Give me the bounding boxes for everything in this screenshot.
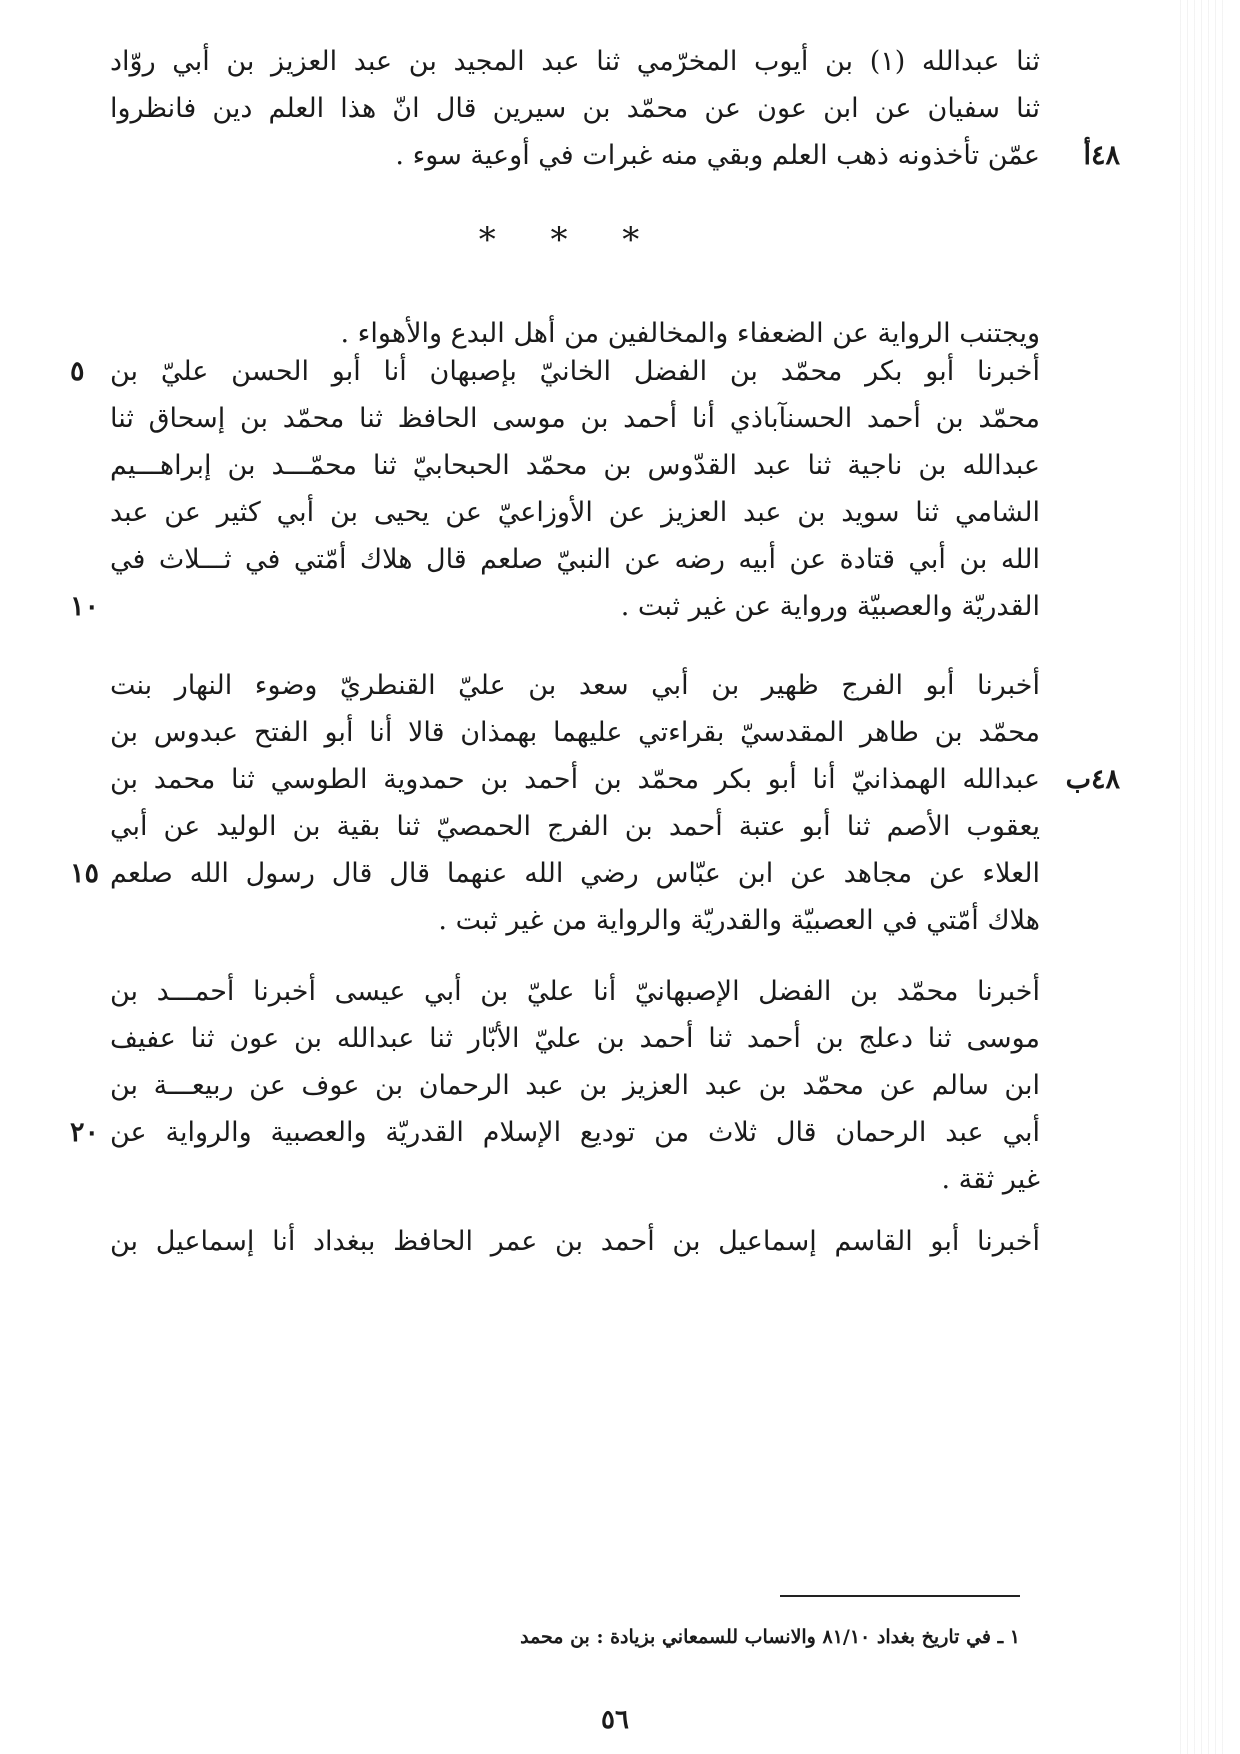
text-line: عبدالله بن ناجية ثنا عبد القدّوس بن محمّد الحبحابيّ ثنا محمّـــد بن إبراهـــيم [110, 450, 1040, 481]
text-line: الشامي ثنا سويد بن عبد العزيز عن الأوزاعيّ عن يحيى بن أبي كثير عن عبد [110, 497, 1040, 528]
text-line: العلاء عن مجاهد عن ابن عبّاس رضي الله عنهما قال قال رسول الله صلعم [110, 858, 1040, 889]
text-line: عبدالله الهمذانيّ أنا أبو بكر محمّد بن أحمد بن حمدوية الطوسي ثنا محمد بن [110, 764, 1040, 795]
text-line: ثنا عبدالله (١) بن أيوب المخرّمي ثنا عبد المجيد بن عبد العزيز بن أبي روّاد [110, 46, 1040, 77]
intro-paragraph [110, 38, 1040, 179]
hadith-paragraph-3 [110, 968, 1040, 1203]
text-line: محمّد بن طاهر المقدسيّ بقراءتي عليهما بهمذان قالا أنا أبو الفتح عبدوس بن [110, 717, 1040, 748]
text-line: أخبرنا محمّد بن الفضل الإصبهانيّ أنا عليّ بن أبي عيسى أخبرنا أحمـــد بن [110, 976, 1040, 1007]
text-line: هلاك أمّتي في العصبيّة والقدريّة والرواية من غير ثبت . [438, 905, 1040, 936]
line-number: ١٥ [70, 858, 100, 889]
text-line: ثنا سفيان عن ابن عون عن محمّد بن سيرين قال انّ هذا العلم دين فانظروا [110, 93, 1040, 124]
text-line: أخبرنا أبو الفرج ظهير بن أبي سعد بن عليّ القنطريّ وضوء النهار بنت [110, 670, 1040, 701]
footnote-rule [780, 1595, 1020, 1597]
hadith-paragraph-2 [110, 662, 1040, 944]
text-line: موسى ثنا دعلج بن أحمد ثنا أحمد بن عليّ الأبّار ثنا عبدالله بن عون ثنا عفيف [110, 1023, 1040, 1054]
footnote: ١ ـ في تاريخ بغداد ٨١/١٠ والانساب للسمعاني بزيادة : بن محمد [520, 1626, 1020, 1648]
section-separator: * * * [478, 220, 662, 260]
hadith-paragraph-1 [110, 348, 1040, 630]
folio-marker: ٤٨أ [1083, 140, 1120, 171]
text-line: عمّن تأخذونه ذهب العلم وبقي منه غبرات في أوعية سوء . [395, 140, 1040, 171]
text-line: محمّد بن أحمد الحسنآباذي أنا أحمد بن موسى الحافظ ثنا محمّد بن إسحاق ثنا [110, 403, 1040, 434]
folio-marker: ٤٨ب [1065, 764, 1120, 795]
line-number: ٥ [70, 356, 85, 387]
hadith-paragraph-4 [110, 1218, 1040, 1265]
page-number: ٥٦ [601, 1705, 629, 1735]
line-number: ٢٠ [70, 1117, 100, 1148]
line-number: ١٠ [70, 591, 100, 622]
text-line: غير ثقة . [941, 1164, 1040, 1195]
text-line: ابن سالم عن محمّد بن عبد العزيز بن عبد الرحمان بن عوف عن ربيعـــة بن [110, 1070, 1040, 1101]
text-line: أبي عبد الرحمان قال ثلاث من توديع الإسلام القدريّة والعصبية والرواية عن [110, 1117, 1040, 1148]
text-line: القدريّة والعصبيّة ورواية عن غير ثبت . [620, 591, 1040, 622]
text-line: الله بن أبي قتادة عن أبيه رضه عن النبيّ صلعم قال هلاك أمّتي في ثـــلاث في [110, 544, 1040, 575]
section-heading: ويجتنب الرواية عن الضعفاء والمخالفين من أهل البدع والأهواء . [340, 318, 1040, 349]
text-line: أخبرنا أبو القاسم إسماعيل بن أحمد بن عمر الحافظ ببغداد أنا إسماعيل بن [110, 1226, 1040, 1257]
text-line: أخبرنا أبو بكر محمّد بن الفضل الخانيّ بإصبهان أنا أبو الحسن عليّ بن [110, 356, 1040, 387]
scan-edge-artifact [1180, 0, 1224, 1754]
text-line: يعقوب الأصم ثنا أبو عتبة أحمد بن الفرج الحمصيّ ثنا بقية بن الوليد عن أبي [110, 811, 1040, 842]
